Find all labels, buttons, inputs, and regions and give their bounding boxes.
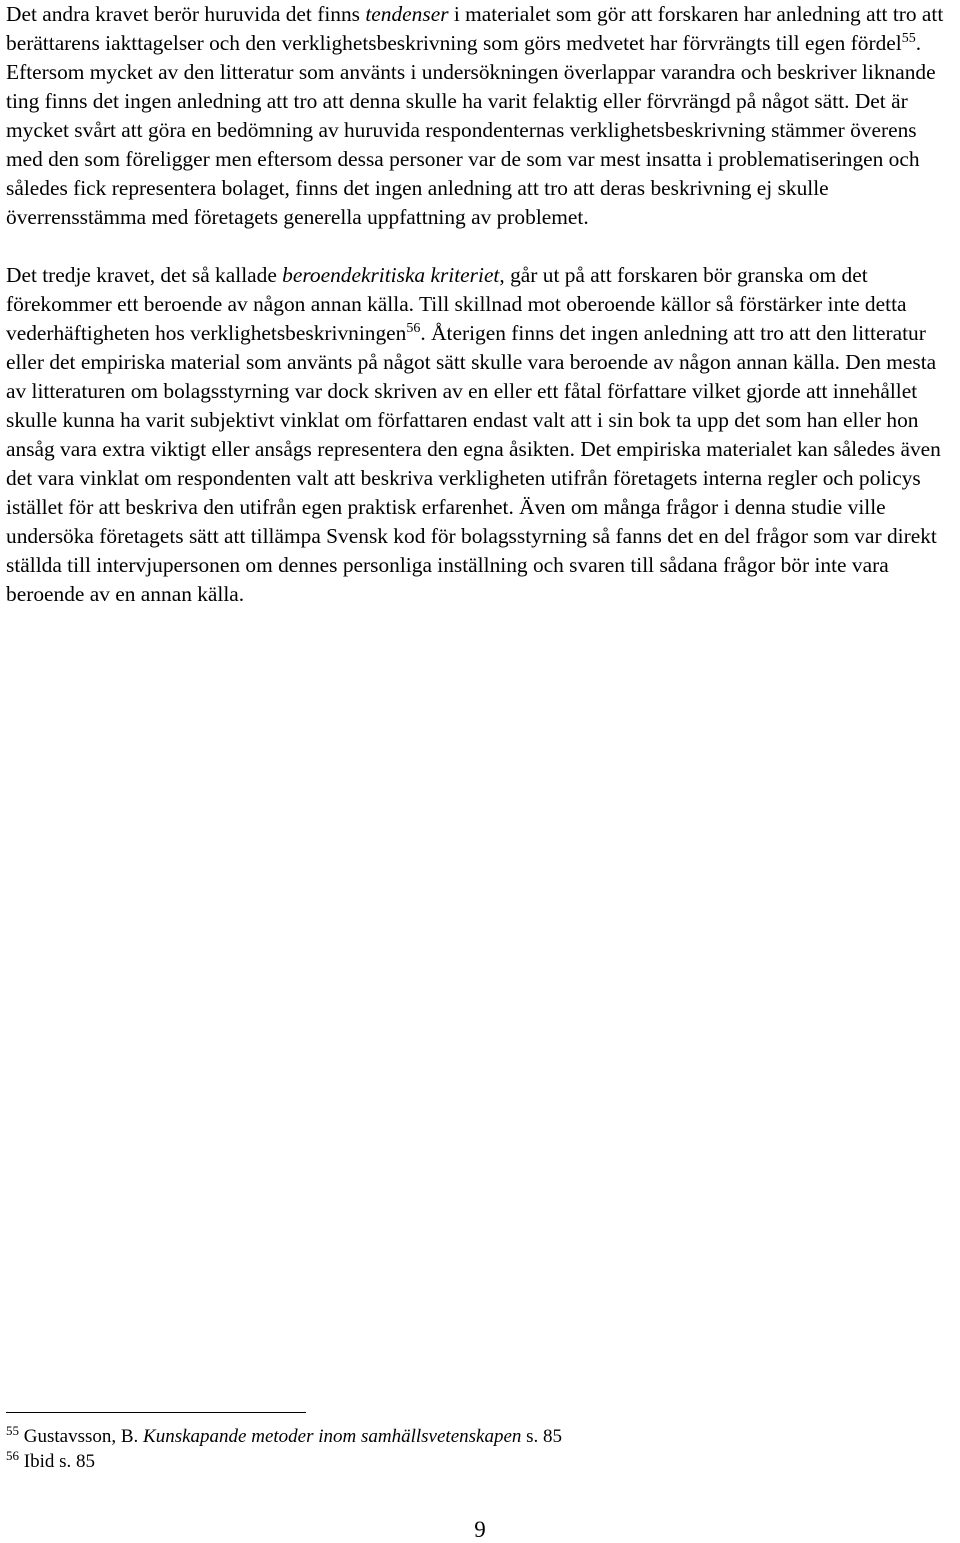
footnote-title: Kunskapande metoder inom samhällsvetenskapen — [143, 1426, 522, 1447]
footnote-reference: 56 — [406, 321, 421, 336]
paragraph-text: Det tredje kravet, det så kallade — [6, 263, 283, 287]
italic-term: tendenser — [365, 2, 449, 26]
footnote-text: Ibid s. 85 — [23, 1451, 95, 1472]
paragraph-text: . Återigen finns det ingen anledning att tro att den litteratur eller det empiriska material som använts på något sätt skulle vara beroende av någon annan källa. Den mesta av litteraturen om bolagsstyrning var dock skriven av en eller ett fåtal författare vilket gjorde att innehållet skulle kunna ha varit subjektivt vinklat om författaren endast valt att i sin bok ta upp det som han eller hon ansåg vara extra viktigt eller ansågs representera den egna åsikten. Det empiriska materialet kan således även det vara vinklat om respondenten valt att beskriva verkligheten utifrån företagets interna regler och policys istället för att beskriva den utifrån egen praktisk erfarenhet. Även om många frågor i denna studie ville undersöka företagets sätt att tillämpa Svensk kod för bolagsstyrning så fanns det en del frågor som var direkt ställda till intervjupersonen om dennes personliga inställning och svaren till sådana frågor bör inte vara beroende av en annan källa. — [6, 321, 941, 606]
footnote-author: Gustavsson, B. — [23, 1426, 144, 1447]
paragraph-text: i materialet som gör att forskaren har anledning att tro att berättarens iakttagelser och den verklighetsbeskrivning som görs medvetet har förvrängts till egen fördel — [6, 2, 944, 55]
italic-term: beroendekritiska kriteriet — [282, 263, 500, 287]
paragraph-text: . Eftersom mycket av den litteratur som använts i undersökningen överlappar varandra och beskriver liknande ting finns det ingen anledning att tro att denna skulle ha varit felaktig eller förvrängd på något sätt. Det är mycket svårt att göra en bedömning av huruvida respondenternas verklighetsbeskrivning stämmer överens med den som föreligger men eftersom dessa personer var de som var mest insatta i problematiseringen och således fick representera bolaget, finns det ingen anledning att tro att deras beskrivning ej skulle överrensstämma med företagets generella uppfattning av problemet. — [6, 31, 936, 229]
footnote-number: 56 — [6, 1448, 19, 1463]
paragraph-text: , går ut på att forskaren bör granska om det förekommer ett beroende av någon annan källa. Till skillnad mot oberoende källor så förstärker inte detta vederhäftigheten hos verklighetsbeskrivningen — [6, 263, 907, 345]
footnote-56 — [6, 1449, 946, 1474]
footnote-separator — [6, 1412, 306, 1413]
paragraph-dependency-requirement — [6, 261, 956, 609]
page-number: 9 — [474, 1517, 486, 1542]
body-text — [6, 0, 956, 609]
footnote-page: s. 85 — [521, 1426, 563, 1447]
footnote-55 — [6, 1424, 946, 1449]
footnote-number: 55 — [6, 1423, 19, 1438]
footnotes — [6, 1424, 946, 1474]
paragraph-tendency-requirement — [6, 0, 956, 232]
footnote-reference: 55 — [901, 31, 916, 46]
paragraph-text: Det andra kravet berör huruvida det finns — [6, 2, 366, 26]
